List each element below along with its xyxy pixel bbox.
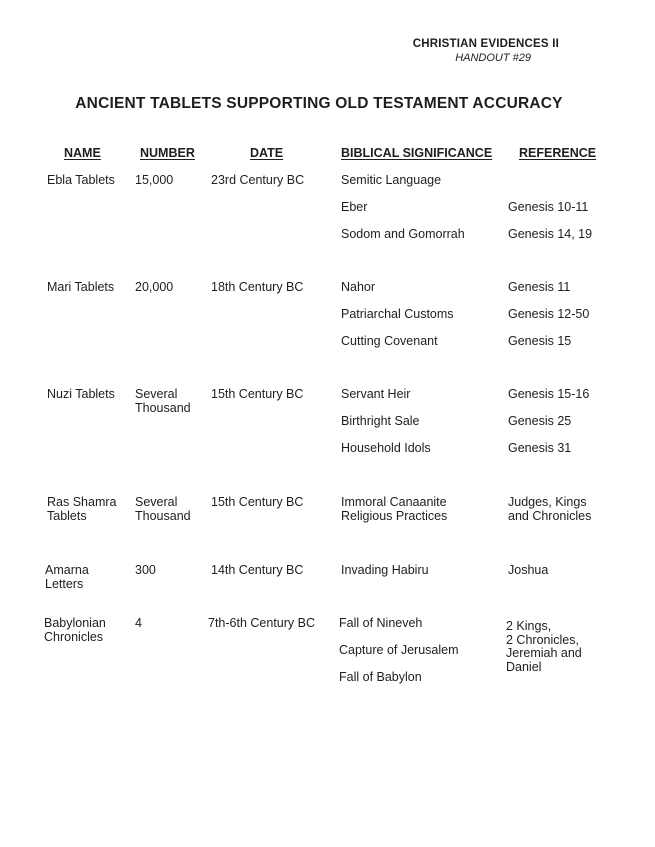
biblical-significance: Capture of Jerusalem (339, 643, 459, 657)
scripture-reference: 2 Kings, 2 Chronicles, Jeremiah and Daniel (506, 619, 582, 674)
scripture-reference: Genesis 25 (508, 414, 572, 428)
scripture-reference: Genesis 31 (508, 441, 572, 455)
tablet-number: 20,000 (135, 280, 174, 294)
biblical-significance: Invading Habiru (341, 563, 429, 577)
column-header-significance: BIBLICAL SIGNIFICANCE (341, 146, 493, 160)
biblical-significance: Birthright Sale (341, 414, 420, 428)
biblical-significance: Fall of Nineveh (339, 616, 423, 630)
tablet-date: 18th Century BC (211, 280, 304, 294)
biblical-significance: Servant Heir (341, 387, 411, 401)
biblical-significance: Patriarchal Customs (341, 307, 454, 321)
handout-number: HANDOUT #29 (455, 52, 531, 64)
scripture-reference: Genesis 14, 19 (508, 227, 593, 241)
scripture-reference: Joshua (508, 563, 549, 577)
scripture-reference: Genesis 12-50 (508, 307, 590, 321)
tablet-number: 4 (135, 616, 142, 630)
biblical-significance: Household Idols (341, 441, 431, 455)
tablet-number: Several Thousand (135, 387, 191, 415)
column-header-number: NUMBER (140, 146, 195, 160)
biblical-significance: Nahor (341, 280, 376, 294)
tablet-date: 15th Century BC (211, 387, 304, 401)
tablet-date: 7th-6th Century BC (208, 616, 315, 630)
course-title: CHRISTIAN EVIDENCES II (412, 38, 559, 50)
scripture-reference: Genesis 10-11 (508, 200, 589, 214)
column-header-reference: REFERENCE (519, 146, 597, 160)
biblical-significance: Sodom and Gomorrah (341, 227, 465, 241)
biblical-significance: Immoral Canaanite Religious Practices (341, 495, 448, 523)
scripture-reference: Genesis 15-16 (508, 387, 590, 401)
tablet-name: Nuzi Tablets (47, 387, 115, 401)
tablet-name: Babylonian Chronicles (44, 616, 106, 644)
tablet-number: Several Thousand (135, 495, 191, 523)
biblical-significance: Cutting Covenant (341, 334, 438, 348)
tablet-date: 15th Century BC (211, 495, 304, 509)
scripture-reference: Judges, Kings and Chronicles (508, 495, 592, 523)
biblical-significance: Eber (341, 200, 368, 214)
tablet-number: 300 (135, 563, 156, 577)
tablet-name: Mari Tablets (47, 280, 115, 294)
tablet-date: 14th Century BC (211, 563, 304, 577)
scripture-reference: Genesis 11 (508, 280, 571, 294)
tablet-name: Amarna Letters (45, 563, 89, 591)
tablet-name: Ras Shamra Tablets (47, 495, 117, 523)
tablet-date: 23rd Century BC (211, 173, 305, 187)
biblical-significance: Semitic Language (341, 173, 442, 187)
biblical-significance: Fall of Babylon (339, 670, 422, 684)
scripture-reference: Genesis 15 (508, 334, 572, 348)
column-header-date: DATE (250, 146, 284, 160)
page-title: ANCIENT TABLETS SUPPORTING OLD TESTAMENT ACCURACY (75, 95, 563, 112)
tablet-name: Ebla Tablets (47, 173, 115, 187)
column-header-name: NAME (64, 146, 101, 160)
tablet-number: 15,000 (135, 173, 174, 187)
